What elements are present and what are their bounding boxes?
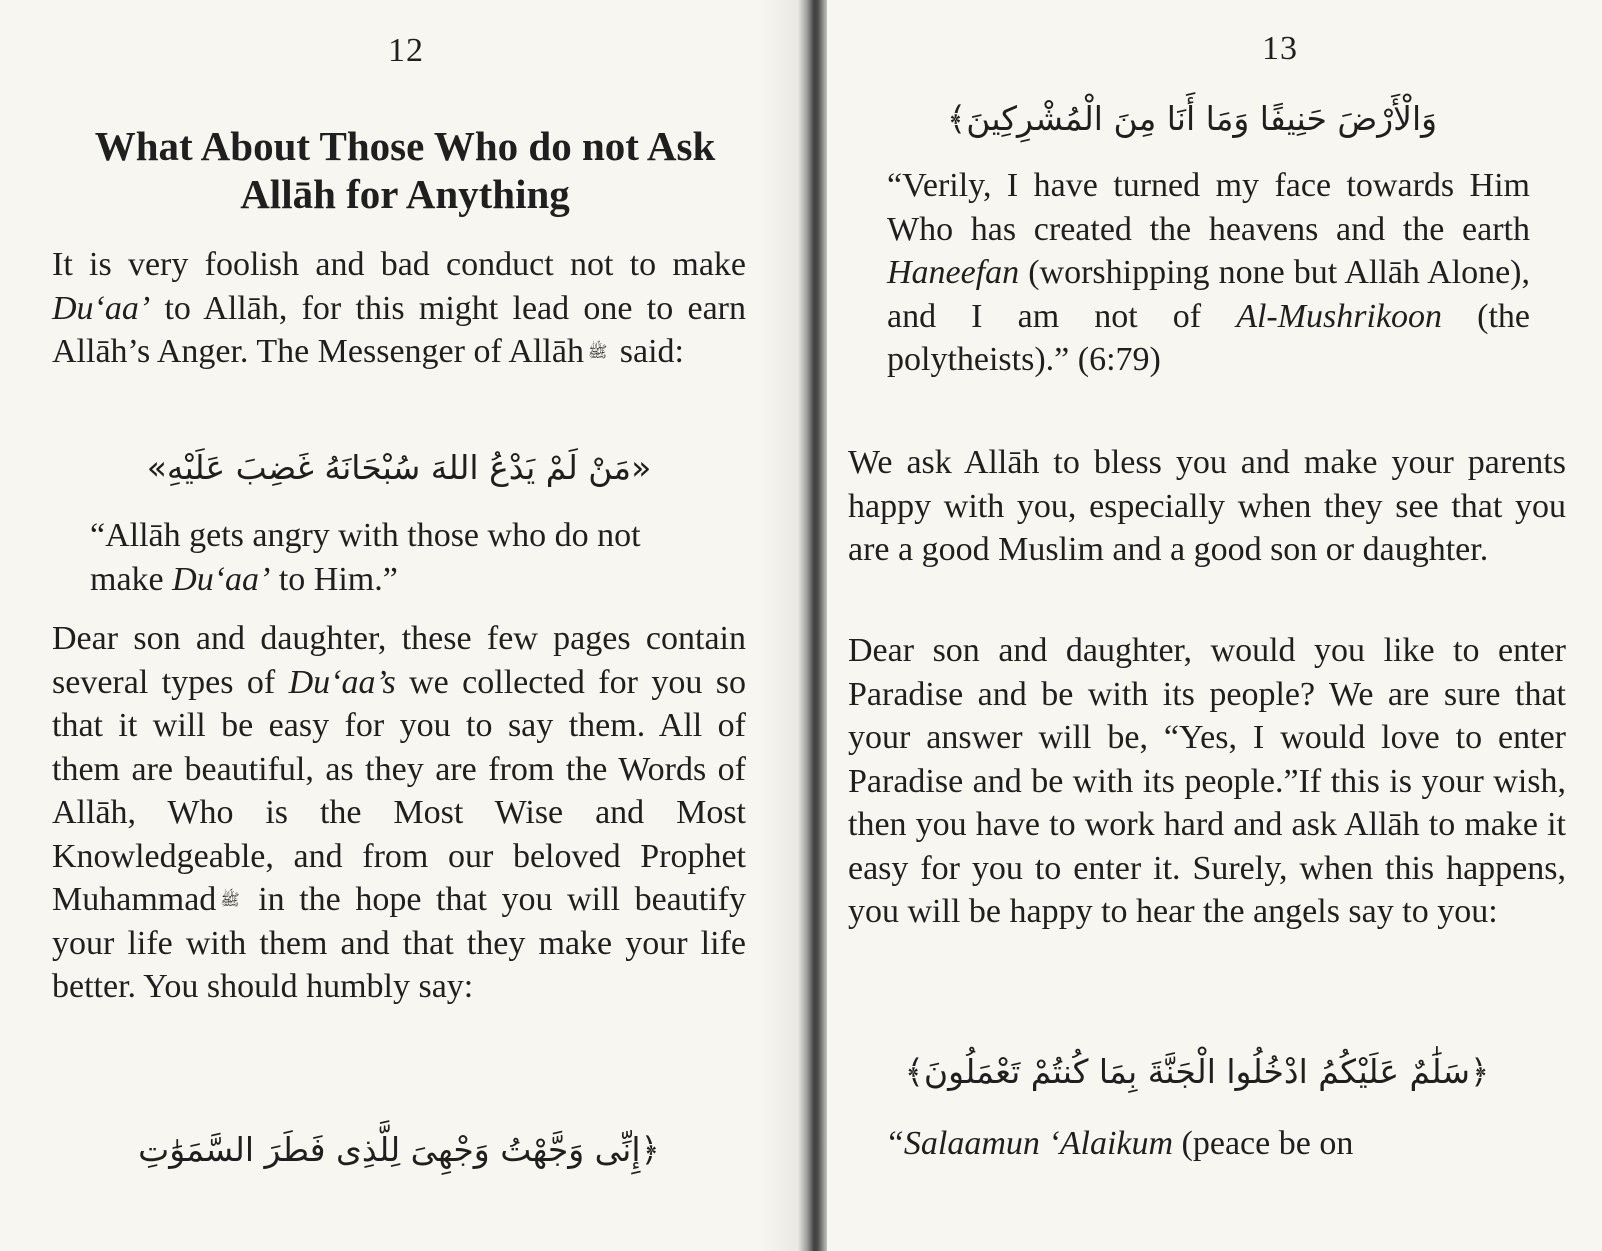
text: Dear son and daughter, these few pages contain several types of — [52, 620, 746, 701]
right-page-number: 13 — [1262, 30, 1298, 67]
blessing-icon: ﷺ — [220, 890, 240, 910]
arabic-verse-2: ﴿سَلَٰمٌ عَلَيْكُمُ ادْخُلُوا الْجَنَّةَ بِمَا كُنتُمْ تَعْمَلُونَ﴾ — [904, 1052, 1490, 1091]
term-duaa: Du‘aa’ — [52, 289, 151, 327]
blessing-icon: ﷺ — [587, 342, 608, 362]
text: we collected for you so that it will be easy for you to say them. All of them are beautiful, as they are from the Words of Allāh, Who is the Most Wise and Most Knowledgeable, and from our beloved Prophet Muhammad — [52, 663, 746, 918]
hadith-translation — [90, 514, 715, 601]
term-al-mushrikoon: Al-Mushrikoon — [1236, 297, 1443, 335]
text: (peace be on — [1173, 1125, 1354, 1162]
text: to Allāh, for this might lead one to earn Allāh’s Anger. The Messenger of Allāh — [52, 289, 746, 370]
text: said: — [611, 333, 684, 370]
gutter-shadow — [760, 0, 800, 1251]
final-translation-line — [885, 1122, 1505, 1166]
term-duaas: Du‘aa’s — [288, 663, 396, 701]
arabic-hadith: «مَنْ لَمْ يَدْعُ اللهَ سُبْحَانَهُ غَضِبَ عَلَيْهِ» — [146, 448, 652, 487]
left-page-number: 12 — [388, 32, 424, 69]
text: to Him.” — [270, 560, 398, 598]
left-paragraph-1 — [52, 243, 746, 374]
left-paragraph-2 — [52, 617, 746, 1009]
text: “Allāh gets angry with those who do not make — [90, 517, 641, 598]
text: in the hope that you will beautify your life with them and that they make your life better. You should humbly say: — [52, 881, 746, 1005]
term-salaamun-alaikum: “Salaamun ‘Alaikum — [885, 1125, 1174, 1162]
section-heading: What About Those Who do not Ask Allāh for Anything — [94, 123, 716, 217]
arabic-verse-end: وَالْأَرْضَ حَنِيفًا وَمَا أَنَا مِنَ الْمُشْرِكِينَ﴾ — [946, 99, 1438, 138]
right-page — [827, 0, 1602, 1251]
text: (worshipping none but Allāh Alone), and I am not of — [887, 254, 1530, 335]
right-paragraph-2: Dear son and daughter, would you like to enter Paradise and be with its people? We are sure that your answer will be, “Yes, I would love to enter Paradise and be with its people.”If this is your wish, then you have to work hard and ask Allāh to make it easy for you to enter it. Surely, when this happens, you will be happy to hear the angels say to you: — [848, 632, 1566, 930]
text: It is very foolish and bad conduct not to make — [52, 246, 746, 283]
term-haneefan: Haneefan — [887, 254, 1020, 291]
text: “Verily, I have turned my face towards Him Who has created the heavens and the earth — [887, 167, 1530, 248]
verse-translation — [887, 164, 1530, 382]
arabic-verse-start: ﴿إِنِّى وَجَّهْتُ وَجْهِىَ لِلَّذِى فَطَرَ السَّمَوَٰتِ — [138, 1130, 660, 1169]
right-paragraph-1: We ask Allāh to bless you and make your parents happy with you, especially when they see that you are a good Muslim and a good son or daughter. — [848, 444, 1566, 568]
term-duaa: Du‘aa’ — [172, 560, 271, 598]
text: (the polytheists).” (6:79) — [887, 297, 1530, 378]
